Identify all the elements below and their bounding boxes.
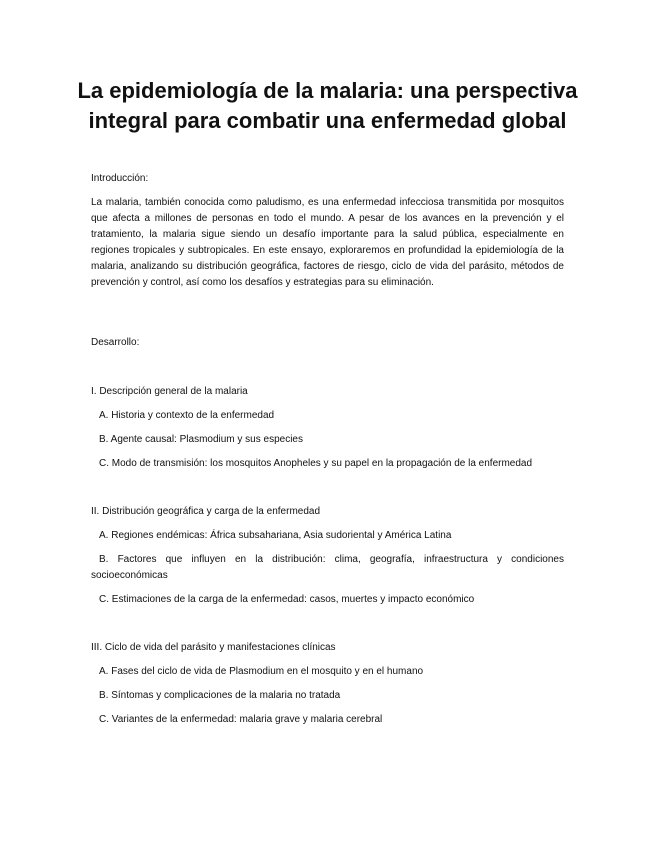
section-item: A. Historia y contexto de la enfermedad [99, 410, 275, 421]
section-item: A. Regiones endémicas: África subsahariana, Asia sudoriental y América Latina [99, 530, 452, 541]
intro-paragraph: La malaria, también conocida como paludismo, es una enfermedad infecciosa transmitida por mosquitos que afecta a millones de personas en todo el mundo. A pesar de los avances en la prevención y el tratamiento, la malaria sigue siendo un desafío importante para la salud pública, especialmente en regiones tropicales y subtropicales. En este ensayo, exploraremos en profundidad la epidemiología de la malaria, analizando su distribución geográfica, factores de riesgo, ciclo de vida del parásito, métodos de prevención y control, así como los desafíos y estrategias para su eliminación. [91, 197, 564, 288]
section-item: C. Modo de transmisión: los mosquitos Anopheles y su papel en la propagación de la enfermedad [99, 458, 533, 469]
section-heading: I. Descripción general de la malaria [91, 386, 248, 397]
section-item: B. Síntomas y complicaciones de la malaria no tratada [99, 690, 341, 701]
section-heading: II. Distribución geográfica y carga de la enfermedad [91, 506, 321, 517]
section-item: B. Agente causal: Plasmodium y sus especies [99, 434, 303, 445]
section-item: A. Fases del ciclo de vida de Plasmodium en el mosquito y en el humano [99, 666, 424, 677]
development-heading: Desarrollo: [91, 337, 140, 348]
section-item: B. Factores que influyen en la distribución: clima, geografía, infraestructura y condiciones socioeconómicas [91, 554, 564, 581]
section-heading: III. Ciclo de vida del parásito y manifestaciones clínicas [91, 642, 336, 653]
section-item: C. Estimaciones de la carga de la enfermedad: casos, muertes y impacto económico [99, 594, 475, 605]
intro-heading: Introducción: [91, 173, 149, 184]
document-title: La epidemiología de la malaria: una perspectiva integral para combatir una enfermedad global [77, 78, 578, 133]
section-item: C. Variantes de la enfermedad: malaria grave y malaria cerebral [99, 714, 383, 725]
